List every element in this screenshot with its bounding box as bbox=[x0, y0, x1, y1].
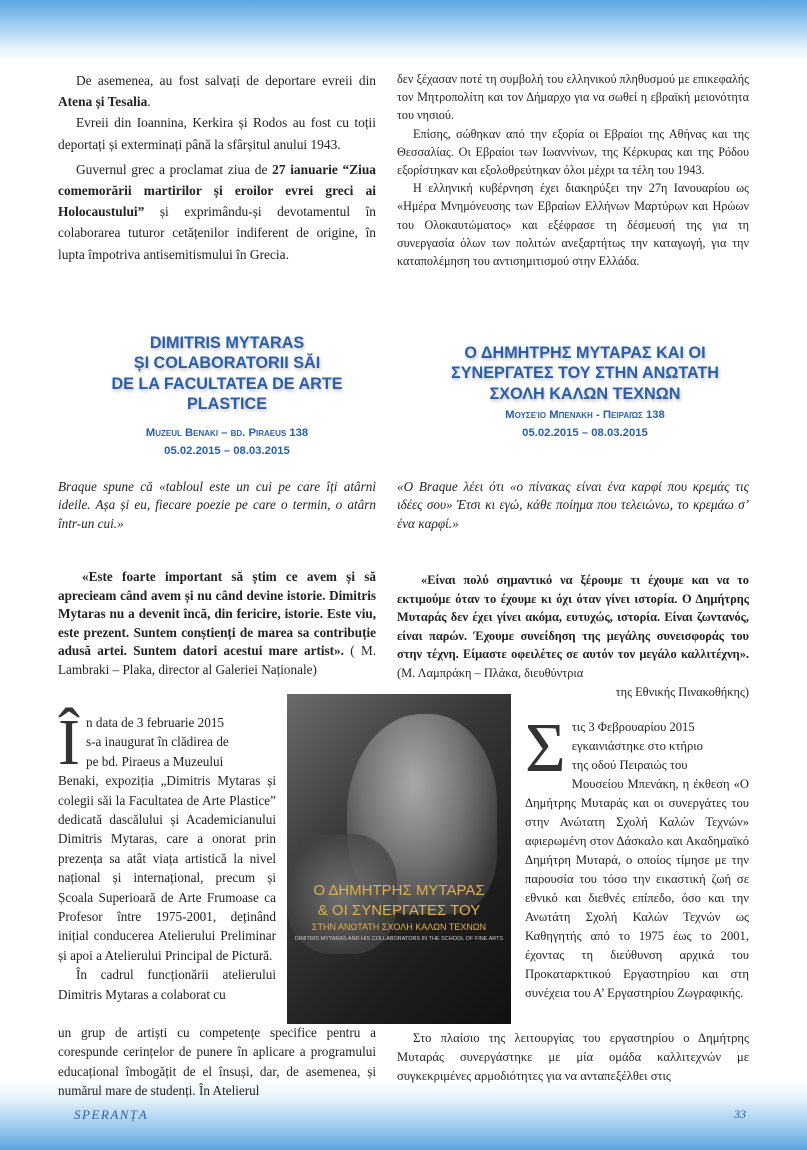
right-lambraki-citation bbox=[397, 571, 749, 701]
right-intro-text bbox=[397, 70, 749, 270]
top-gradient-band bbox=[0, 0, 807, 62]
drop-cap: Î bbox=[58, 706, 80, 779]
body-line: s-a inaugurat în clădirea de bbox=[85, 734, 229, 750]
exhibition-poster-image bbox=[287, 694, 511, 1024]
citation-source: (Μ. Λαμπράκη – Πλάκα, διευθύντρια bbox=[397, 665, 584, 680]
title-line: DE LA FACULTATEA DE ARTE bbox=[111, 374, 343, 393]
left-lambraki-citation bbox=[58, 568, 376, 680]
title-line: ȘI COLABORATORII SĂI bbox=[133, 354, 321, 373]
body-line: τις 3 Φεβρουαρίου 2015 bbox=[571, 720, 695, 734]
left-article-body-wide: un grup de artiști cu competențe specifice pentru a corespunde cerințelor de punere în aplicare a programului educațional îmbogățit de el însuși, dar, de asemenea, și numărul mare de studenți. În Atelierul bbox=[58, 1025, 376, 1099]
citation-quote: «Este foarte important să știm ce avem și să aprecieam când avem și nu când devine istorie. Dimitris Mytaras nu a devenit încă, din fericire, istorie. Este viu, este prezent. Suntem conștienți de marea sa contribuție adusă artei. Suntem datori acestui mare artist». bbox=[58, 569, 376, 659]
right-article-body-wide: Στο πλαίσιο της λειτουργίας του εργαστηρίου ο Δημήτρης Μυταράς συνεργάστηκε με μία ομάδα καλλιτεχνών με συγκεκριμένες αρμοδιότητες για να ανταπεξέλθει στις bbox=[397, 1031, 749, 1083]
left-article-body bbox=[58, 706, 276, 1004]
publication-name: SPERANȚA bbox=[74, 1107, 149, 1122]
left-braque-quote: Braque spune că «tabloul este un cui pe care îți atârni ideile. Așa și eu, fiecare poezie pe care o termin, o atârn într-un cui.» bbox=[58, 479, 376, 531]
title-line: PLASTICE bbox=[186, 395, 268, 414]
citation-source: ( M. Lambraki – Plaka, director al Galeriei Naționale) bbox=[58, 643, 376, 677]
right-article-title bbox=[410, 343, 760, 404]
dates: 05.02.2015 – 08.03.2015 bbox=[522, 427, 648, 439]
title-line: ΣΧΟΛΗ ΚΑΛΩΝ ΤΕΧΝΩΝ bbox=[489, 384, 681, 403]
body-line: της οδού Πειραιώς του bbox=[571, 758, 688, 772]
body-line: n data de 3 februarie 2015 bbox=[85, 715, 225, 730]
right-venue-dates bbox=[410, 406, 760, 442]
intro-paragraph-1-gr: δεν ξέχασαν ποτέ τη συμβολή του ελληνικού πληθυσμού με επικεφαλής τον Μητροπολίτη και τον Δήμαρχο για να σωθεί η εβραϊκή μειονότητα του νησιού. bbox=[397, 72, 749, 123]
left-article-title bbox=[58, 333, 396, 415]
body-paragraph: Μουσείου Μπενάκη, η έκθεση «Ο Δημήτρης Μυταράς και οι συνεργάτες του στην Ανώτατη Σχολή Καλών Τεχνών» αφιερωμένη στον Δάσκαλο και Ακαδημαϊκό Δημήτρη Μυταρά, ο οποίος τίμησε με την παρουσία του τόσο την εικαστική ζωή σε εθνικό και διεθνές επίπεδο, όσο και την Ανωτάτη Σχολή Καλών Τεχνών ως Καθηγητής από το 1975 έως το 2001, έχοντας τη διεύθυνση αρχικά του Προκαταρκτικού Εργαστηρίου και στη συνέχεια του Α’ Εργαστηρίου Ζωγραφικής. bbox=[525, 777, 749, 1000]
poster-title-line: & ΟΙ ΣΥΝΕΡΓΑΤΕΣ ΤΟΥ bbox=[317, 902, 481, 919]
intro-paragraph-3-gr: Η ελληνική κυβέρνηση έχει διακηρύξει την 27η Ιανουαρίου ως «Ημέρα Μνημόνευσης των Εβραίων Ελλήνων Μαρτύρων και Ηρώων του Ολοκαυτώματος» και εξέφρασε τη δέσμευσή της για τη συνεργασία όλων των πολιτών ανεξαρτήτως την καταγωγή, για την καταπολέμηση του αντισημιτισμού στην Ελλάδα. bbox=[397, 181, 749, 269]
title-line: DIMITRIS MYTARAS bbox=[149, 334, 305, 352]
intro-paragraph-1: De asemenea, au fost salvați de deportare evreii din Atena și Tesalia. bbox=[58, 73, 376, 110]
right-braque-quote: «Ο Braque λέει ότι «ο πίνακας είναι ένα καρφί που κρεμάς τις ιδέες σου» Έτσι κι εγώ, κάθε ποίημα που τελειώνω, το κρεμάω σ’ ένα καρφί.» bbox=[397, 479, 749, 531]
venue: Muzeul Benaki – bd. Piraeus 138 bbox=[145, 427, 309, 439]
body-line: εγκαινιάστηκε στο κτήριο bbox=[571, 739, 703, 753]
poster-english-line: DIMITRIS MYTARAS AND HIS COLLABORATORS IN THE SCHOOL OF FINE ARTS bbox=[294, 936, 504, 942]
left-intro-text bbox=[58, 70, 376, 265]
page-number: 33 bbox=[734, 1107, 746, 1121]
drop-cap: Σ bbox=[525, 710, 566, 787]
intro-paragraph-3: Guvernul grec a proclamat ziua de 27 ianuarie “Ziua comemorării martirilor și eroilor evrei greci ai Holocaustului” și exprimându-și devotamentul în colaborarea tuturor cetățenilor indiferent de origine, în lupta împotriva antisemitismului în Grecia. bbox=[58, 161, 376, 262]
left-venue-dates bbox=[58, 424, 396, 460]
citation-quote: «Είναι πολύ σημαντικό να ξέρουμε τι έχουμε και να το εκτιμούμε όταν το έχουμε κι όχι όταν γίνει ιστορία. Ο Δημήτρης Μυταράς δεν έχει γίνει ακόμα, ευτυχώς, ιστορία. Είναι ζωντανός, είναι παρών. Έχουμε συνείδηση της μεγάλης συνεισφοράς του στην τέχνη. Είμαστε οφειλέτες σε αυτόν τον μεγάλο καλλιτέχνη». bbox=[397, 573, 749, 662]
intro-paragraph-2-gr: Επίσης, σώθηκαν από την εξορία οι Εβραίοι της Αθήνας και της Θεσσαλίας. Οι Εβραίοι των Ιωαννίνων, της Κέρκυρας και της Ρόδου εξορίστηκαν και εξολοθρεύτηκαν όλοι μέχρι τα τέλη του 1943. bbox=[397, 126, 749, 178]
citation-source: της Εθνικής Πινακοθήκης) bbox=[615, 684, 749, 699]
title-line: Ο ΔΗΜΗΤΡΗΣ ΜΥΤΑΡΑΣ ΚΑΙ ΟΙ bbox=[464, 344, 706, 362]
dates: 05.02.2015 – 08.03.2015 bbox=[164, 445, 290, 457]
body-line: pe bd. Piraeus a Muzeului bbox=[85, 753, 224, 769]
right-article-body bbox=[525, 710, 749, 1003]
body-paragraph: În cadrul funcționării atelierului Dimitris Mytaras a colaborat cu bbox=[58, 967, 276, 1002]
poster-title-line: Ο ΔΗΜΗΤΡΗΣ ΜΥΤΑΡΑΣ bbox=[313, 882, 485, 899]
intro-paragraph-2: Evreii din Ioannina, Kerkira și Rodos au fost cu toții deportați și exterminați până la sfârșitul anului 1943. bbox=[58, 115, 376, 152]
venue: Μουσείο Μπενάκη - Πειραιώς 138 bbox=[505, 409, 665, 421]
poster-subtitle-line: ΣΤΗΝ ΑΝΩΤΑΤΗ ΣΧΟΛΗ ΚΑΛΩΝ ΤΕΧΝΩΝ bbox=[311, 922, 487, 932]
title-line: ΣΥΝΕΡΓΑΤΕΣ ΤΟΥ ΣΤΗΝ ΑΝΩΤΑΤΗ bbox=[451, 364, 719, 383]
body-paragraph: Benaki, expoziția „Dimitris Mytaras și colegii săi la Facultatea de Arte Plastice” dedicată dascălului și Academicianului Dimitris Mytaras, care a onorat prin prezența sa atât viața artistică la nivel național și internațional, precum și Școala Superioară de Arte Frumoase ca Profesor între 1975-2001, deținând inițial conducerea Atelierului Preliminar și apoi a Atelierului Principal de Pictură. bbox=[58, 773, 276, 963]
